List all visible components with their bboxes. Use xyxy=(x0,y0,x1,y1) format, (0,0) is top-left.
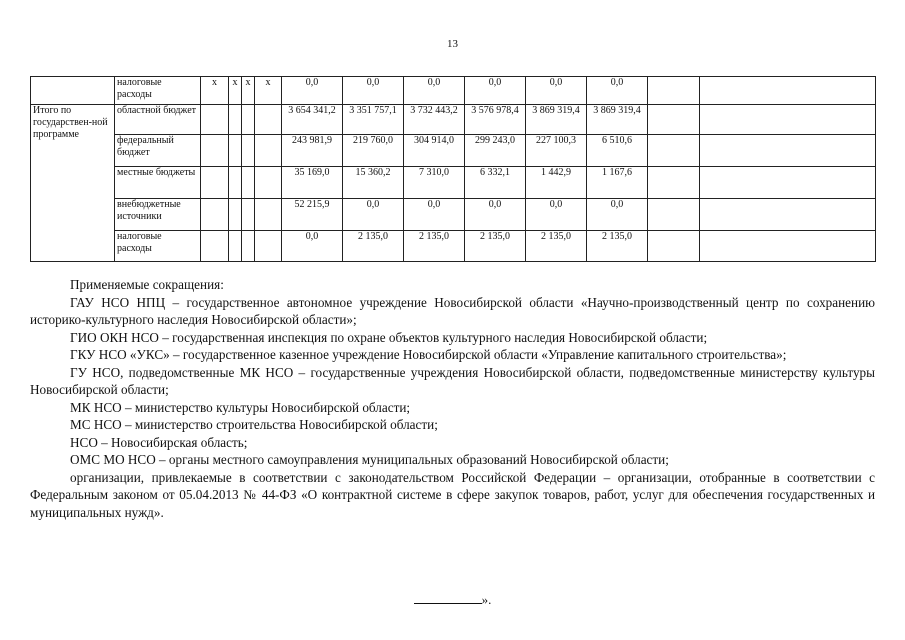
empty-cell xyxy=(242,167,255,199)
abbreviation-item: ГКУ НСО «УКС» – государственное казенное учреждение Новосибирской области «Управление капитального строительства»; xyxy=(70,347,787,362)
empty-cell xyxy=(700,105,876,135)
empty-cell xyxy=(201,135,229,167)
value-cell: 6 332,1 xyxy=(465,167,526,199)
table-row xyxy=(31,135,876,167)
funding-source-cell: налоговые расходы xyxy=(115,231,201,262)
value-cell: 1 167,6 xyxy=(587,167,648,199)
abbreviation-item: МК НСО – министерство культуры Новосибирской области; xyxy=(70,399,411,415)
empty-cell xyxy=(648,199,700,231)
value-cell: 0,0 xyxy=(282,231,343,262)
empty-cell xyxy=(700,135,876,167)
empty-cell xyxy=(700,231,876,262)
empty-cell xyxy=(255,231,282,262)
empty-cell xyxy=(648,167,700,199)
empty-cell xyxy=(229,105,242,135)
value-cell: 219 760,0 xyxy=(343,135,404,167)
value-cell: 3 351 757,1 xyxy=(343,105,404,135)
closing-mark: ». xyxy=(481,592,492,607)
value-cell: 2 135,0 xyxy=(404,231,465,262)
empty-cell xyxy=(201,167,229,199)
page-number: 13 xyxy=(447,38,458,50)
empty-cell xyxy=(255,167,282,199)
value-cell: 0,0 xyxy=(343,77,404,105)
empty-cell xyxy=(229,199,242,231)
x-mark-cell: x xyxy=(242,77,255,105)
value-cell: 243 981,9 xyxy=(282,135,343,167)
value-cell: 304 914,0 xyxy=(404,135,465,167)
abbreviations-heading: Применяемые сокращения: xyxy=(70,277,224,292)
value-cell: 0,0 xyxy=(404,77,465,105)
empty-cell xyxy=(242,135,255,167)
funding-source-cell: местные бюджеты xyxy=(115,167,201,199)
empty-cell xyxy=(229,135,242,167)
value-cell: 52 215,9 xyxy=(282,199,343,231)
empty-cell xyxy=(255,199,282,231)
value-cell: 1 442,9 xyxy=(526,167,587,199)
value-cell: 0,0 xyxy=(587,77,648,105)
table-row xyxy=(31,105,876,135)
value-cell: 7 310,0 xyxy=(404,167,465,199)
value-cell: 2 135,0 xyxy=(343,231,404,262)
value-cell: 2 135,0 xyxy=(465,231,526,262)
budget-table xyxy=(30,76,876,262)
table-row xyxy=(31,77,876,105)
abbreviation-item: ГАУ НСО НПЦ – государственное автономное учреждение Новосибирской области «Научно-производственный центр по сохранению историко-культурного наследия Новосибирской области»; xyxy=(30,294,875,327)
funding-source-cell: областной бюджет xyxy=(115,105,201,135)
value-cell: 15 360,2 xyxy=(343,167,404,199)
empty-cell xyxy=(648,231,700,262)
abbreviation-item: организации, привлекаемые в соответствии с законодательством Российской Федерации – организации, отобранные в соответствии с Федеральным законом от 05.04.2013 № 44-ФЗ «О контрактной системе в сфере закупок товаров, работ, услуг для обеспечения государственных и муниципальных нужд». xyxy=(30,469,875,520)
value-cell: 3 869 319,4 xyxy=(526,105,587,135)
empty-cell xyxy=(201,231,229,262)
empty-cell xyxy=(255,135,282,167)
value-cell: 2 135,0 xyxy=(587,231,648,262)
abbreviation-item: ОМС МО НСО – органы местного самоуправления муниципальных образований Новосибирской области; xyxy=(70,452,669,467)
empty-cell xyxy=(700,199,876,231)
empty-cell xyxy=(229,231,242,262)
value-cell: 0,0 xyxy=(587,199,648,231)
value-cell: 0,0 xyxy=(526,199,587,231)
abbreviation-item: ГИО ОКН НСО – государственная инспекция по охране объектов культурного наследия Новосибирской области; xyxy=(70,329,708,345)
value-cell: 35 169,0 xyxy=(282,167,343,199)
value-cell: 3 869 319,4 xyxy=(587,105,648,135)
value-cell: 227 100,3 xyxy=(526,135,587,167)
abbreviation-item: МС НСО – министерство строительства Новосибирской области; xyxy=(70,417,438,432)
funding-source-cell: федеральный бюджет xyxy=(115,135,201,167)
value-cell: 3 654 341,2 xyxy=(282,105,343,135)
abbreviations-section xyxy=(30,276,875,521)
value-cell: 6 510,6 xyxy=(587,135,648,167)
empty-cell xyxy=(229,167,242,199)
value-cell: 0,0 xyxy=(465,77,526,105)
empty-cell xyxy=(648,105,700,135)
x-mark-cell: x xyxy=(229,77,242,105)
value-cell: 0,0 xyxy=(343,199,404,231)
value-cell: 2 135,0 xyxy=(526,231,587,262)
empty-cell xyxy=(201,199,229,231)
value-cell: 0,0 xyxy=(526,77,587,105)
funding-source-cell: налоговые расходы xyxy=(115,77,201,105)
closing-line xyxy=(0,592,905,608)
funding-source-cell: внебюджетные источники xyxy=(115,199,201,231)
abbreviation-item: НСО – Новосибирская область; xyxy=(70,434,248,450)
empty-cell xyxy=(242,105,255,135)
empty-cell xyxy=(201,105,229,135)
empty-cell xyxy=(648,135,700,167)
abbreviation-item: ГУ НСО, подведомственные МК НСО – государственные учреждения Новосибирской области, подведомственные министерству культуры Новосибирской области; xyxy=(30,364,875,397)
table-row xyxy=(31,167,876,199)
empty-cell xyxy=(242,199,255,231)
value-cell: 299 243,0 xyxy=(465,135,526,167)
value-cell: 0,0 xyxy=(465,199,526,231)
value-cell: 0,0 xyxy=(282,77,343,105)
value-cell: 3 576 978,4 xyxy=(465,105,526,135)
table-row xyxy=(31,199,876,231)
x-mark-cell: x xyxy=(255,77,282,105)
empty-cell xyxy=(255,105,282,135)
table-row xyxy=(31,231,876,262)
program-cell-empty xyxy=(31,77,115,105)
underline xyxy=(414,592,482,604)
value-cell: 3 732 443,2 xyxy=(404,105,465,135)
x-mark-cell: x xyxy=(201,77,229,105)
empty-cell xyxy=(648,77,700,105)
empty-cell xyxy=(700,167,876,199)
empty-cell xyxy=(242,231,255,262)
program-total-label: Итого по государствен-ной программе xyxy=(31,105,115,262)
value-cell: 0,0 xyxy=(404,199,465,231)
empty-cell xyxy=(700,77,876,105)
